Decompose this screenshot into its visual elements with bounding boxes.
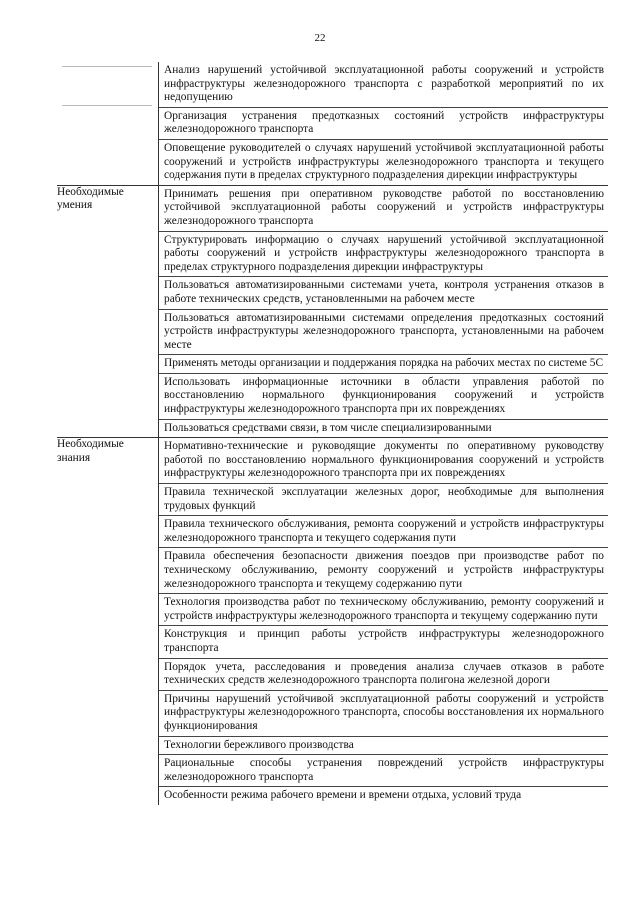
list-item: Анализ нарушений устойчивой эксплуатационной работы сооружений и устройств инфраструктуры железнодорожного транспорта с разработкой мероприятий по их недопущению: [159, 62, 608, 108]
list-item: Применять методы организации и поддержания порядка на рабочих местах по системе 5С: [159, 355, 608, 374]
list-item: Пользоваться автоматизированными системами учета, контроля устранения отказов в работе технических средств, установленными на рабочем месте: [159, 277, 608, 309]
row-content: [159, 438, 609, 805]
list-item: Причины нарушений устойчивой эксплуатационной работы сооружений и устройств инфраструктуры железнодорожного транспорта, способы восстановления их нормального функционирования: [159, 691, 608, 737]
page-number: 22: [314, 32, 326, 44]
list-item: Правила технического обслуживания, ремонта сооружений и устройств инфраструктуры железнодорожного транспорта и текущего содержания пути: [159, 516, 608, 548]
list-item: Структурировать информацию о случаях нарушений устойчивой эксплуатационной работы сооружений и устройств инфраструктуры железнодорожного транспорта в пределах структурного подразделения дирекции инфраструктуры: [159, 232, 608, 278]
list-item: Рациональные способы устранения повреждений устройств инфраструктуры железнодорожного транспорта: [159, 755, 608, 787]
list-item: Особенности режима рабочего времени и времени отдыха, условий труда: [164, 789, 522, 802]
table-row: [57, 185, 608, 438]
list-item: Пользоваться средствами связи, в том числе специализированными: [164, 421, 492, 434]
list-item: Принимать решения при оперативном руководстве работой по восстановлению устойчивой эксплуатационной работы сооружений и устройств инфраструктуры железнодорожного транспорта: [159, 186, 608, 232]
table-row: [57, 438, 608, 805]
list-item: Порядок учета, расследования и проведения анализа случаев отказов в работе технических средств железнодорожного транспорта полигона железной дороги: [159, 659, 608, 691]
list-item: Правила технической эксплуатации железных дорог, необходимые для выполнения трудовых функций: [159, 484, 608, 516]
list-item: Организация устранения предотказных состояний устройств инфраструктуры железнодорожного транспорта: [159, 108, 608, 140]
row-label: Необходимые умения: [57, 185, 159, 438]
list-item: Оповещение руководителей о случаях нарушений устойчивой эксплуатационной работы сооружений и устройств инфраструктуры железнодорожного транспорта и текущего содержания пути в пределах структурного подразделения дирекции инфраструктуры: [164, 141, 604, 182]
list-item: Технология производства работ по техническому обслуживанию, ремонту сооружений и устройств инфраструктуры железнодорожного транспорта и текущему содержанию пути: [159, 594, 608, 626]
list-item: Пользоваться автоматизированными системами определения предотказных состояний устройств инфраструктуры железнодорожного транспорта, установленными на рабочем месте: [159, 310, 608, 356]
row-label: [57, 62, 159, 185]
row-label: Необходимые знания: [57, 438, 159, 805]
row-content: [159, 185, 609, 438]
list-item: Конструкция и принцип работы устройств инфраструктуры железнодорожного транспорта: [159, 626, 608, 658]
list-item: Использовать информационные источники в области управления работой по восстановлению нормального функционирования сооружений и устройств инфраструктуры железнодорожного транспорта при их повреждениях: [159, 374, 608, 420]
list-item: Нормативно-технические и руководящие документы по оперативному руководству работой по восстановлению нормального функционирования сооружений и устройств инфраструктуры железнодорожного транспорта при их повреждениях: [159, 438, 608, 484]
table-row: [57, 62, 608, 185]
list-item: Правила обеспечения безопасности движения поездов при производстве работ по техническому обслуживанию, ремонту сооружений и устройств инфраструктуры железнодорожного транспорта и текущему содержанию пути: [159, 548, 608, 594]
competency-table: [57, 62, 608, 805]
list-item: Технологии бережливого производства: [159, 737, 608, 756]
row-content: [159, 62, 609, 185]
